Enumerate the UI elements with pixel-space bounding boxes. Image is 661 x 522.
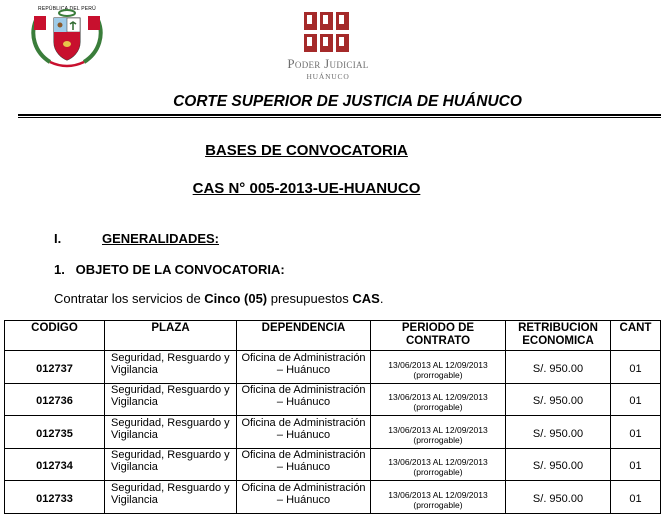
- header-cant: CANT: [611, 321, 661, 351]
- retribucion-value: S/. 950.00: [532, 492, 584, 505]
- cell-plaza: [105, 416, 237, 449]
- cell-dependencia: [237, 383, 371, 416]
- cell-codigo: [5, 448, 105, 481]
- dep-line1: Oficina de Administración: [241, 351, 366, 364]
- retribucion-value: S/. 950.00: [532, 427, 584, 440]
- cell-codigo: [5, 383, 105, 416]
- periodo-line1: 13/06/2013 AL 12/09/2013: [388, 424, 488, 435]
- cant-value: 01: [629, 362, 642, 375]
- periodo-line2: (prorrogable): [413, 369, 463, 380]
- periodo-line2: (prorrogable): [413, 467, 463, 478]
- cell-dependencia: [237, 416, 371, 449]
- cant-value: 01: [629, 395, 642, 408]
- cell-cant: [611, 416, 661, 449]
- dep-line2: – Huánuco: [276, 428, 331, 441]
- cell-codigo: [5, 481, 105, 514]
- cell-cant: [611, 481, 661, 514]
- court-title: CORTE SUPERIOR DE JUSTICIA DE HUÁNUCO: [173, 93, 522, 110]
- plaza-line2: Vigilancia: [111, 428, 158, 441]
- cell-dependencia: [237, 481, 371, 514]
- table-row: [5, 351, 661, 384]
- dep-line2: – Huánuco: [276, 461, 331, 474]
- cell-retribucion: [506, 383, 611, 416]
- header-retribucion-line1: RETRIBUCION: [518, 322, 598, 334]
- periodo-line2: (prorrogable): [413, 434, 463, 445]
- cell-retribucion: [506, 416, 611, 449]
- header-retribucion: [506, 321, 611, 351]
- header-dependencia: DEPENDENCIA: [237, 321, 371, 351]
- section-number: I.: [54, 231, 62, 246]
- plaza-line2: Vigilancia: [111, 363, 158, 376]
- dep-line2: – Huánuco: [276, 396, 331, 409]
- section-title: GENERALIDADES:: [102, 231, 220, 246]
- plaza-line2: Vigilancia: [111, 461, 158, 474]
- codigo-value: 012735: [36, 427, 73, 440]
- dep-line2: – Huánuco: [276, 493, 331, 506]
- cell-retribucion: [506, 448, 611, 481]
- cell-periodo: [371, 481, 506, 514]
- dep-line1: Oficina de Administración: [241, 449, 366, 462]
- cell-cant: [611, 383, 661, 416]
- cant-value: 01: [629, 492, 642, 505]
- cell-periodo: [371, 351, 506, 384]
- header-divider-thin: [18, 117, 661, 118]
- header-divider: [18, 114, 661, 116]
- cell-cant: [611, 448, 661, 481]
- retribucion-value: S/. 950.00: [532, 362, 584, 375]
- dep-line1: Oficina de Administración: [241, 481, 366, 494]
- header-periodo: [371, 321, 506, 351]
- table-row: [5, 448, 661, 481]
- plaza-line2: Vigilancia: [111, 493, 158, 506]
- cell-plaza: [105, 351, 237, 384]
- cell-dependencia: [237, 448, 371, 481]
- header-periodo-line2: CONTRATO: [405, 335, 471, 347]
- header-periodo-line1: PERIODO DE: [401, 322, 475, 334]
- periodo-line1: 13/06/2013 AL 12/09/2013: [388, 359, 488, 370]
- cell-periodo: [371, 416, 506, 449]
- institution-sub: HUÁNUCO: [306, 72, 350, 81]
- plaza-line1: Seguridad, Resguardo y: [111, 481, 230, 494]
- document-code-title: CAS N° 005-2013-UE-HUANUCO: [192, 180, 421, 197]
- intro-paragraph: [54, 291, 383, 306]
- cell-periodo: [371, 383, 506, 416]
- periodo-line1: 13/06/2013 AL 12/09/2013: [388, 392, 488, 403]
- cas-positions-table: [4, 320, 661, 514]
- header-plaza: PLAZA: [105, 321, 237, 351]
- dep-line2: – Huánuco: [276, 363, 331, 376]
- national-crest-icon: [30, 8, 104, 70]
- plaza-line1: Seguridad, Resguardo y: [111, 449, 230, 462]
- table-row: [5, 383, 661, 416]
- cell-plaza: [105, 383, 237, 416]
- intro-middle: presupuestos: [267, 291, 353, 306]
- plaza-line1: Seguridad, Resguardo y: [111, 416, 230, 429]
- institution-name: Poder Judicial: [287, 56, 369, 71]
- intro-type: CAS: [352, 291, 380, 306]
- cant-value: 01: [629, 460, 642, 473]
- table-header-row: [5, 321, 661, 351]
- crest-caption: REPÚBLICA DEL PERÚ: [38, 6, 96, 12]
- codigo-value: 012733: [36, 492, 73, 505]
- subsection-title: 1. OBJETO DE LA CONVOCATORIA:: [54, 262, 285, 277]
- header-codigo: CODIGO: [5, 321, 105, 351]
- codigo-value: 012734: [36, 460, 73, 473]
- cell-codigo: [5, 351, 105, 384]
- intro-prefix: Contratar los servicios de: [54, 291, 205, 306]
- retribucion-value: S/. 950.00: [532, 395, 584, 408]
- cell-codigo: [5, 416, 105, 449]
- cell-dependencia: [237, 351, 371, 384]
- plaza-line2: Vigilancia: [111, 396, 158, 409]
- intro-quantity: Cinco (05): [204, 291, 268, 306]
- plaza-line1: Seguridad, Resguardo y: [111, 384, 230, 397]
- header-retribucion-line2: ECONOMICA: [522, 335, 594, 347]
- dep-line1: Oficina de Administración: [241, 416, 366, 429]
- cell-cant: [611, 351, 661, 384]
- cell-retribucion: [506, 481, 611, 514]
- codigo-value: 012736: [36, 395, 73, 408]
- retribucion-value: S/. 950.00: [532, 460, 584, 473]
- poder-judicial-logo-icon: [302, 10, 352, 55]
- document-title: BASES DE CONVOCATORIA: [205, 142, 408, 159]
- periodo-line2: (prorrogable): [413, 402, 463, 413]
- cell-retribucion: [506, 351, 611, 384]
- periodo-line2: (prorrogable): [413, 499, 463, 510]
- cant-value: 01: [629, 427, 642, 440]
- cell-plaza: [105, 481, 237, 514]
- codigo-value: 012737: [36, 362, 73, 375]
- periodo-line1: 13/06/2013 AL 12/09/2013: [388, 457, 488, 468]
- table-row: [5, 481, 661, 514]
- dep-line1: Oficina de Administración: [241, 384, 366, 397]
- plaza-line1: Seguridad, Resguardo y: [111, 351, 230, 364]
- periodo-line1: 13/06/2013 AL 12/09/2013: [388, 489, 488, 500]
- cell-plaza: [105, 448, 237, 481]
- table-row: [5, 416, 661, 449]
- cell-periodo: [371, 448, 506, 481]
- intro-suffix: .: [379, 291, 384, 306]
